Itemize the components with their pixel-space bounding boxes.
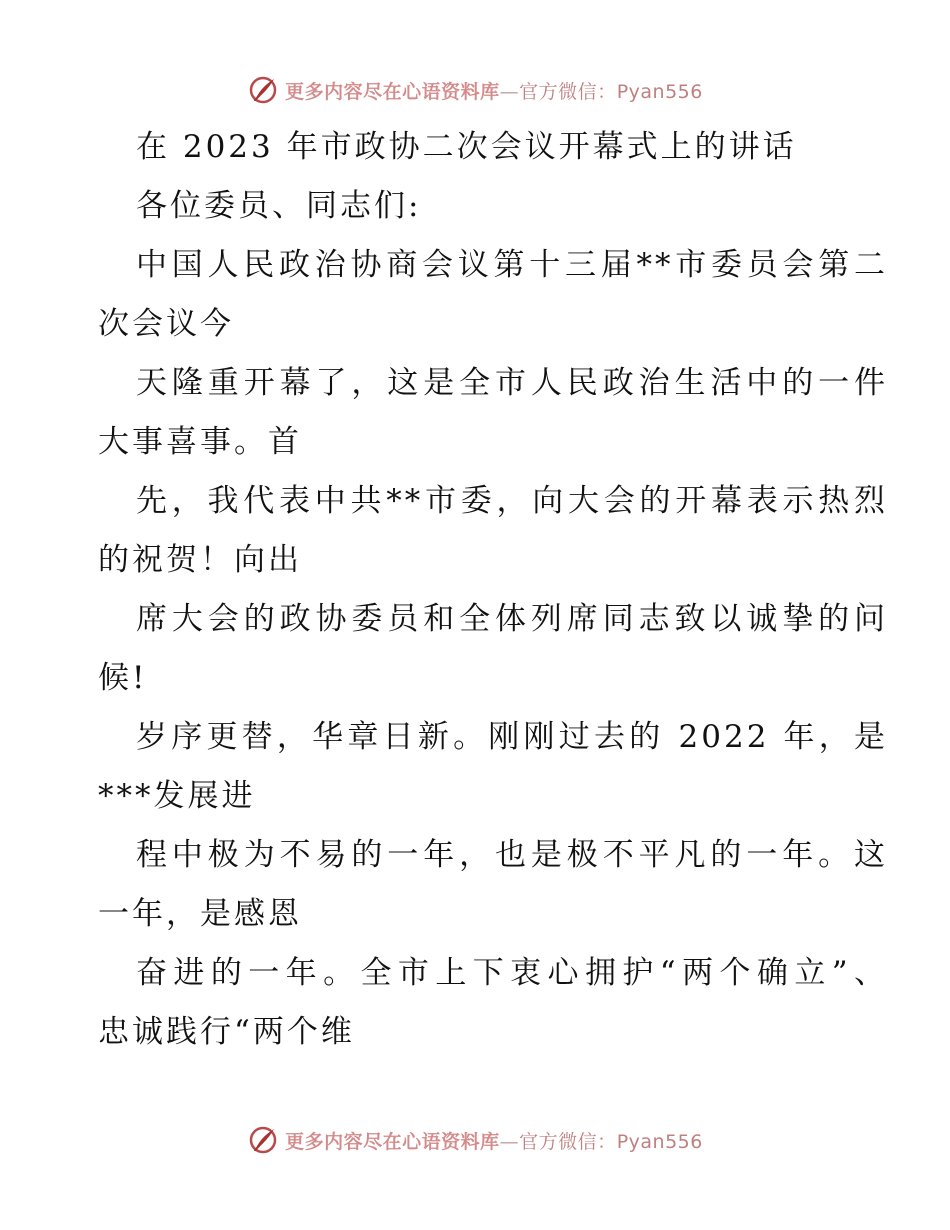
watermark-text bbox=[285, 1127, 703, 1154]
text-line: 奋进的一年。全市上下衷心拥护“两个确立”、 bbox=[136, 955, 888, 991]
watermark-wechat-label: 官方微信： bbox=[519, 1130, 617, 1153]
text-line: 中国人民政治协商会议第十三届**市委员会第二 bbox=[136, 247, 888, 283]
quill-logo-icon bbox=[247, 1124, 279, 1156]
footer-watermark bbox=[0, 1120, 950, 1160]
text-line: 一年，是感恩 bbox=[98, 896, 302, 932]
watermark-separator: — bbox=[499, 1130, 520, 1153]
text-line: 各位委员、同志们: bbox=[136, 188, 422, 224]
header-watermark bbox=[0, 70, 950, 110]
text-line: 在 2023 年市政协二次会议开幕式上的讲话 bbox=[136, 129, 797, 165]
watermark-separator: — bbox=[499, 80, 520, 103]
text-line: 大事喜事。首 bbox=[98, 424, 302, 460]
text-line: 忠诚践行“两个维 bbox=[98, 1014, 355, 1050]
document-body bbox=[98, 122, 888, 1066]
watermark-wechat-label: 官方微信： bbox=[519, 80, 617, 103]
text-line: 次会议今 bbox=[98, 306, 234, 342]
text-line: 的祝贺！向出 bbox=[98, 542, 302, 578]
watermark-title: 更多内容尽在心语资料库 bbox=[285, 80, 500, 103]
watermark-wechat-id: Pyan556 bbox=[616, 80, 703, 103]
text-line: 程中极为不易的一年，也是极不平凡的一年。这 bbox=[136, 837, 888, 873]
text-line: 候! bbox=[98, 660, 148, 696]
watermark-text bbox=[285, 77, 703, 104]
text-line: ***发展进 bbox=[98, 778, 256, 814]
watermark-title: 更多内容尽在心语资料库 bbox=[285, 1130, 500, 1153]
watermark-wechat-id: Pyan556 bbox=[616, 1130, 703, 1153]
text-line: 先，我代表中共**市委，向大会的开幕表示热烈 bbox=[136, 483, 888, 519]
text-line: 天隆重开幕了，这是全市人民政治生活中的一件 bbox=[136, 365, 888, 401]
text-line: 岁序更替，华章日新。刚刚过去的 2022 年，是 bbox=[136, 719, 888, 755]
text-line: 席大会的政协委员和全体列席同志致以诚挚的问 bbox=[136, 601, 888, 637]
quill-logo-icon bbox=[247, 74, 279, 106]
